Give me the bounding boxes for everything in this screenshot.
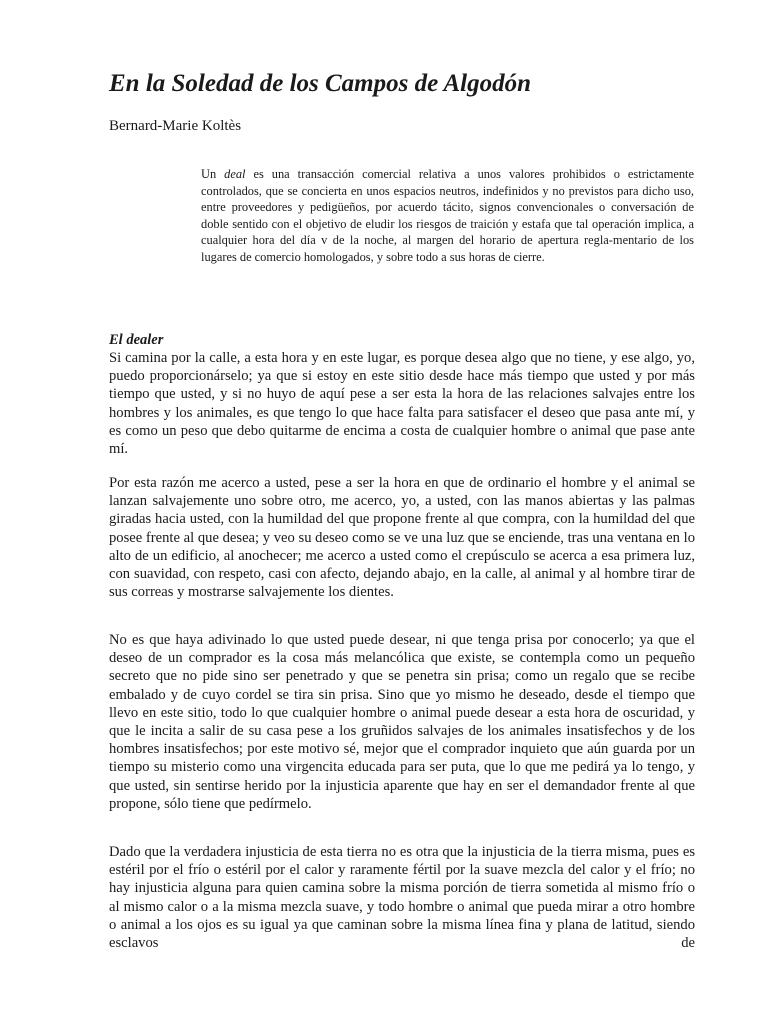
body-paragraph-1: Si camina por la calle, a esta hora y en este lugar, es porque desea algo que no tiene, y ese algo, yo, puedo proporcionárselo; ya que si estoy en este sitio desde hace más tiempo que usted y por más tiempo que usted, y si no huyo de aquí pese a ser esta la hora de las relaciones salvajes entre los hombres y los animales, es que tengo lo que hace falta para satisfacer el deseo que pasa ante mí, y es como un peso que debo quitarme de encima a costa de cualquier hombre o animal que pase ante mí.: [109, 350, 695, 458]
preface-rest: es una transacción comercial relativa a unos valores prohibidos o estrictamente controlados, que se concierta en unos espacios neutros, indefinidos y no previstos para dicho uso, entre proveedores y pedigüeños, por acuerdo tácito, signos convencionales o conversación de doble sentido con el objetivo de eludir los riesgos de traición y estafa que tal operación implica, a cualquier hora del día v de la noche, al margen del horario de apertura regla-mentario de los lugares de comercio homologados, y sobre todo a sus horas de cierre.: [201, 167, 694, 264]
preface-term: deal: [224, 167, 246, 181]
body-paragraph-2: Por esta razón me acerco a usted, pese a ser la hora en que de ordinario el hombre y el animal se lanzan salvajemente uno sobre otro, me acerco, yo, a usted, con las manos abiertas y las palmas giradas hacia usted, con la humildad del que propone frente al que compra, con la humildad del que posee frente al que desea; y veo su deseo como se ve una luz que se enciende, tras una ventana en lo alto de un edificio, al anochecer; me acerco a usted como el crepúsculo se acerca a esa primera luz, con suavidad, con respeto, casi con afecto, dejando abajo, en la calle, al animal y al hombre tirar de sus correas y mostrarse salvajemente los dientes.: [109, 475, 695, 601]
speaker-heading: El dealer: [109, 332, 164, 348]
preface-paragraph: [201, 166, 694, 266]
body-paragraph-4: Dado que la verdadera injusticia de esta tierra no es otra que la injusticia de la tierra misma, pues es estéril por el frío o estéril por el calor y raramente fértil por la suave mezcla del calor y el frío; no hay injusticia alguna para quien camina sobre la misma porción de tierra sometida al mismo frío o al mismo calor o a la misma mezcla suave, y todo hombre o animal que pueda mirar a otro hombre o animal a los ojos es su igual ya que caminan sobre la misma línea fina y plana de latitud, siendo esclavos de: [109, 844, 695, 952]
preface-lead: Un: [201, 167, 225, 181]
body-paragraph-3: No es que haya adivinado lo que usted puede desear, ni que tenga prisa por conocerlo; ya que el deseo de un comprador es la cosa más melancólica que existe, se contempla como un pequeño secreto que no pide sino ser penetrado y que se penetra sin prisa; como un regalo que se recibe embalado y de cuyo cordel se tira sin prisa. Sino que yo mismo he deseado, desde el tiempo que llevo en este sitio, todo lo que cualquier hombre o animal puede desear a esta hora de oscuridad, y que le incita a salir de su casa pese a los gruñidos salvajes de los animales insatisfechos y de los hombres insatisfechos; por este motivo sé, mejor que el comprador inquieto que aún guarda por un tiempo su misterio como una virgencita educada para ser puta, que lo que me pedirá ya lo tengo, y que usted, sin sentirse herido por la injusticia aparente que hay en ser el demandador frente al que propone, sólo tiene que pedírmelo.: [109, 632, 695, 812]
document-title: En la Soledad de los Campos de Algodón: [109, 70, 532, 97]
author-name: Bernard-Marie Koltès: [109, 118, 242, 134]
